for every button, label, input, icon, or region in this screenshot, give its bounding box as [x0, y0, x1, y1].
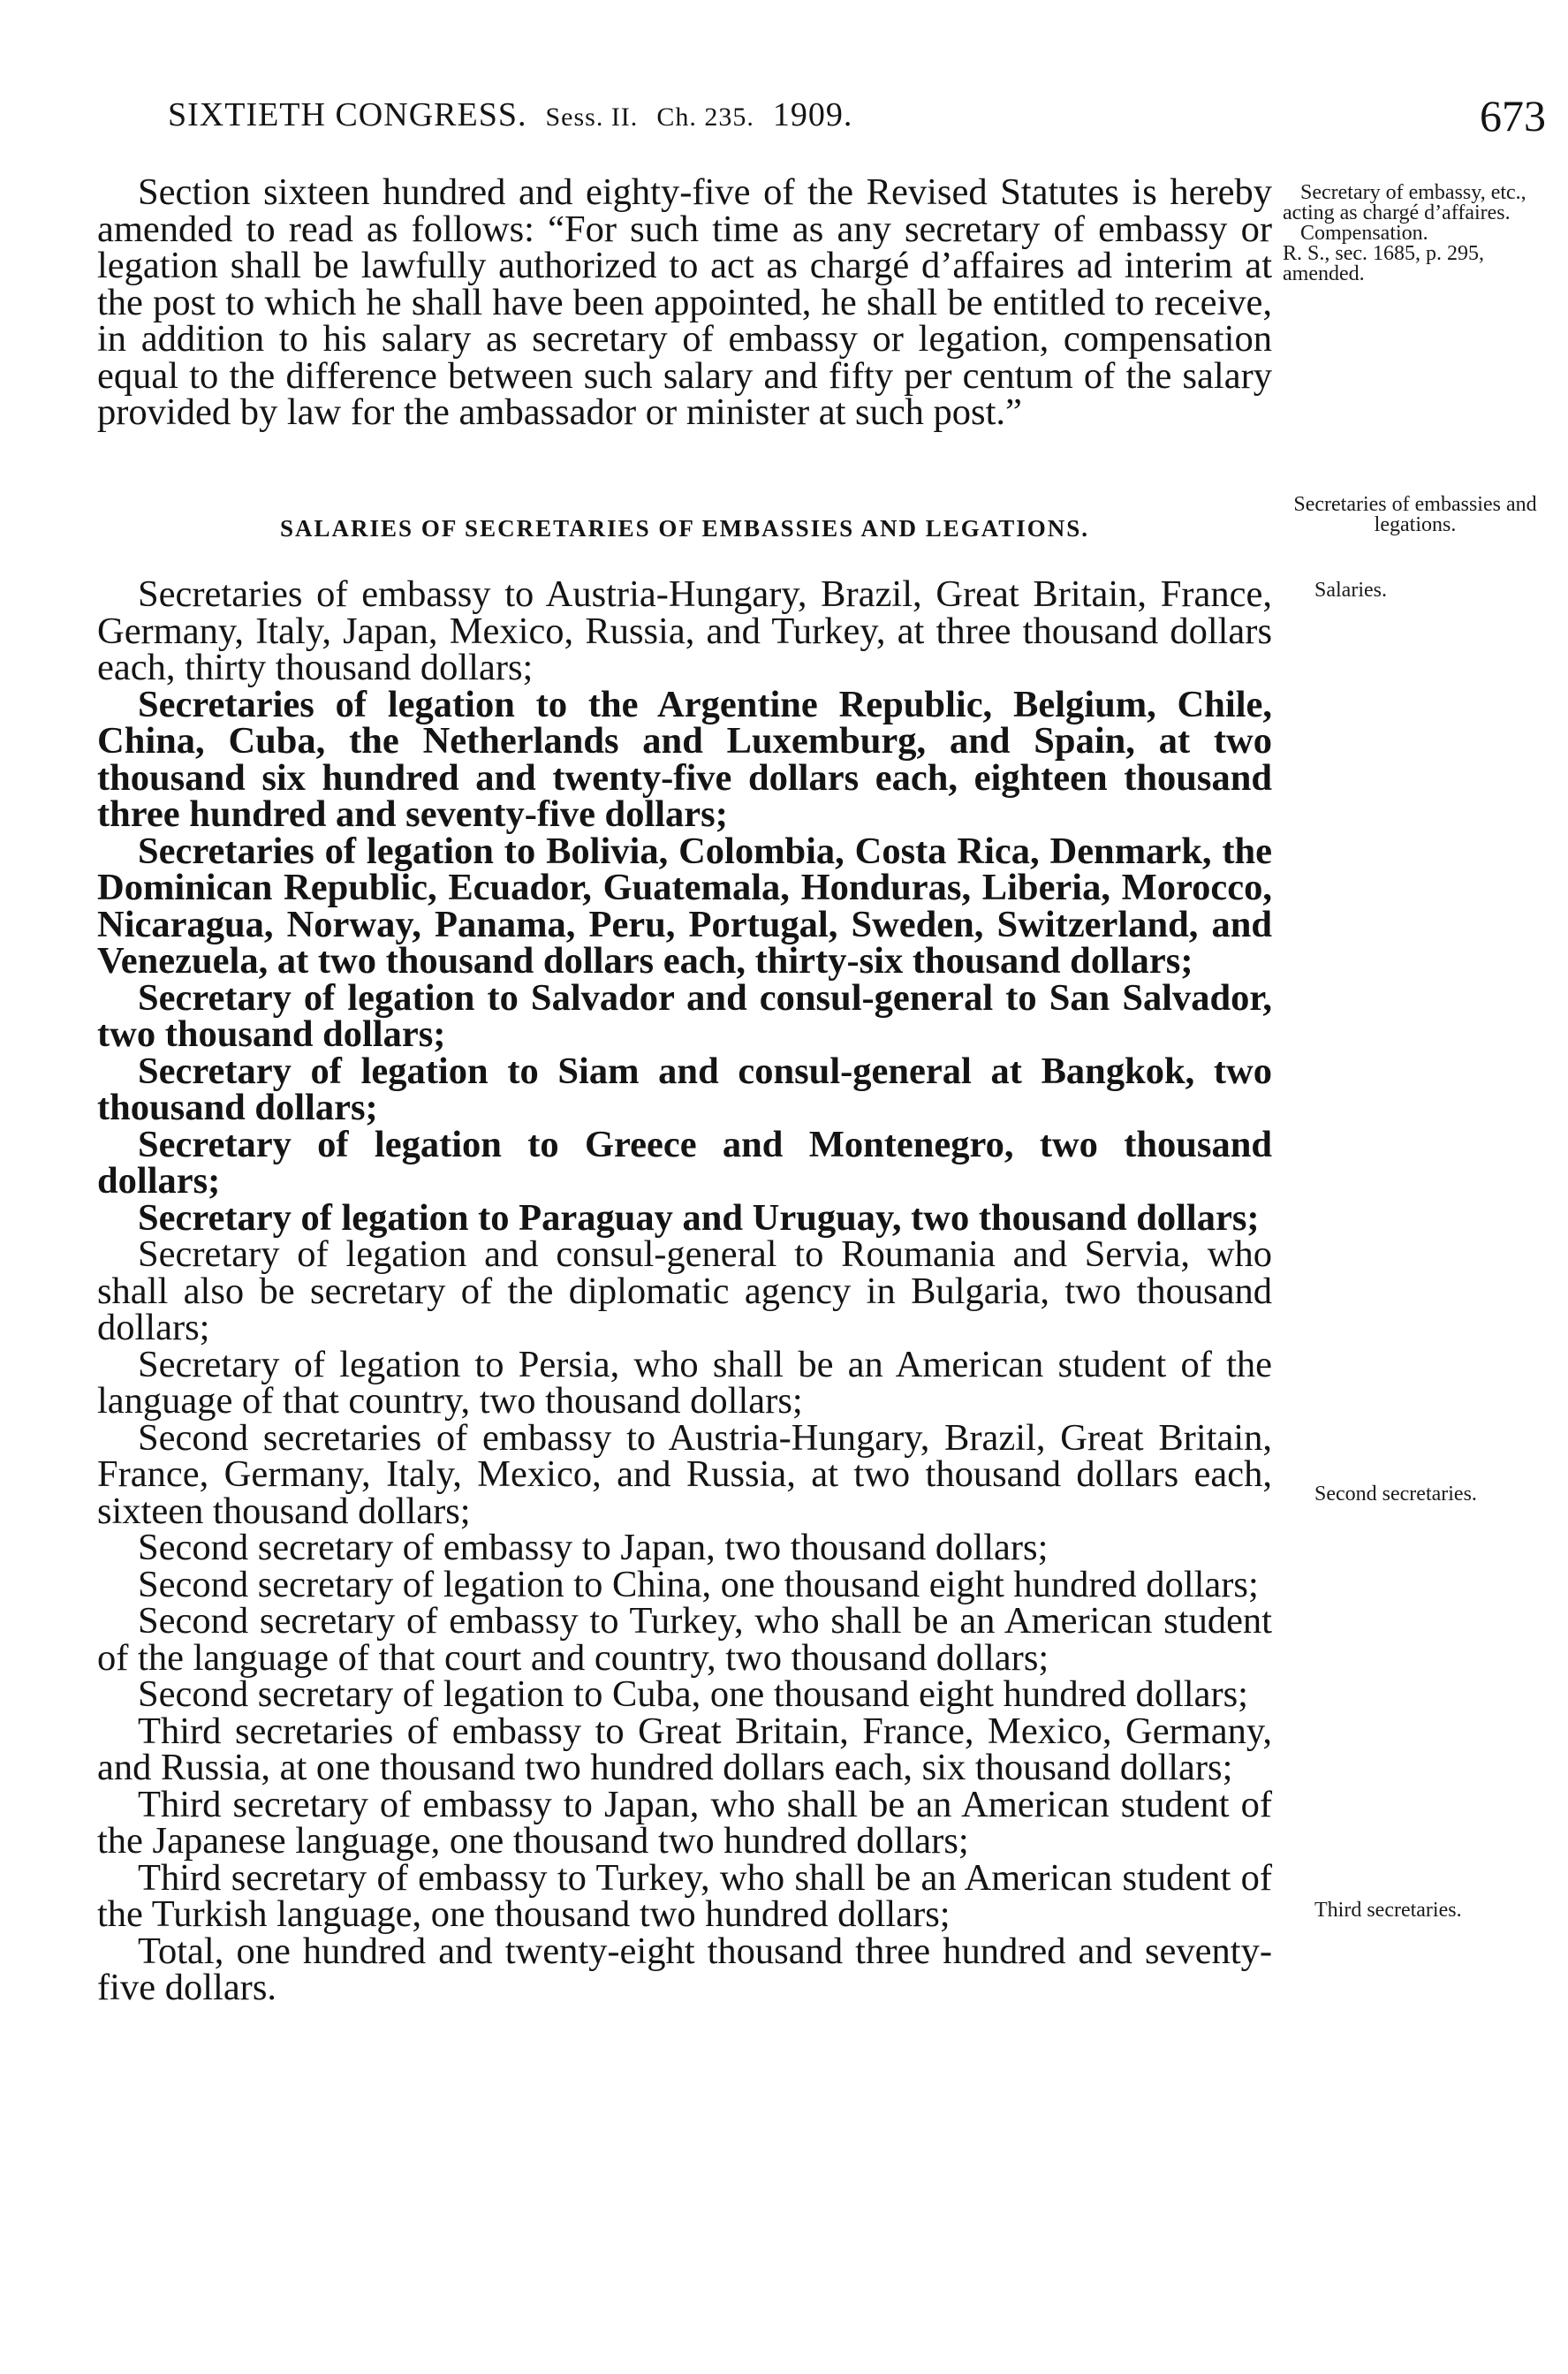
header-congress: SIXTIETH CONGRESS.: [168, 96, 527, 133]
list-item: Second secretary of embassy to Japan, two thousand dollars;: [138, 1527, 1049, 1568]
page-number: 673: [1480, 91, 1546, 140]
list-item: Secretaries of embassy to Austria-Hungary, Brazil, Great Britain, France, Germany, Italy, Japan, Mexico, Russia, and Turkey, at three thousand dollars each, thirty thousand dollars;: [97, 573, 1272, 688]
list-item: Third secretary of embassy to Turkey, who shall be an American student of the Turkish language, one thousand two hundred dollars;: [97, 1856, 1272, 1935]
margin-note-second-secretaries: Second secretaries.: [1314, 1483, 1477, 1506]
list-item: Third secretaries of embassy to Great Britain, France, Mexico, Germany, and Russia, at one thousand two hundred dollars each, six thousand dollars;: [97, 1710, 1272, 1788]
opening-paragraph: Section sixteen hundred and eighty-five of the Revised Statutes is hereby amended to read as follows: “For such time as any secretary of embassy or legation shall be lawfully authorized to act as chargé d’affaires ad interim at the post to which he shall have been appointed, he shall be entitled to receive, in addition to his salary as secretary of embassy or legation, compensation equal to the difference between such salary and fifty per centum of the salary provided by law for the ambassador or minister at such post.”: [97, 171, 1272, 433]
list-item: Third secretary of embassy to Japan, who shall be an American student of the Japanese language, one thousand two hundred dollars;: [97, 1783, 1272, 1862]
margin-note-secretaries: Secretaries of embassies and legations.: [1293, 493, 1537, 536]
margin-note-text: Secretary of embassy, etc., acting as chargé d’affaires.: [1283, 181, 1526, 224]
running-header: [168, 90, 1546, 143]
list-item: Secretary of legation to Persia, who shall be an American student of the language of that country, two thousand dollars;: [97, 1343, 1272, 1422]
list-item: Secretary of legation and consul-general to Roumania and Servia, who shall also be secretary of the diplomatic agency in Bulgaria, two thousand dollars;: [97, 1233, 1272, 1348]
list-item: Secretary of legation to Siam and consul-general at Bangkok, two thousand dollars;: [97, 1050, 1272, 1128]
margin-note-acting-charge: [1283, 183, 1552, 284]
list-item: Total, one hundred and twenty-eight thousand three hundred and seventy-five dollars.: [97, 1930, 1272, 2008]
margin-note-salaries: Salaries.: [1314, 579, 1387, 602]
header-citation: [168, 95, 852, 134]
header-session: Sess. II.: [545, 102, 639, 132]
appropriation-list: [97, 573, 1272, 2008]
header-chapter: Ch. 235.: [656, 102, 754, 132]
list-item: Secretaries of legation to the Argentine Republic, Belgium, Chile, China, Cuba, the Netherlands and Luxemburg, and Spain, at two thousand six hundred and twenty-five dollars each, eighteen thousand three hundred and seventy-five dollars;: [97, 683, 1272, 835]
header-year: 1909.: [772, 96, 853, 133]
list-item: Secretary of legation to Salvador and consul-general to San Salvador, two thousand dollars;: [97, 976, 1272, 1055]
list-item: Secretaries of legation to Bolivia, Colombia, Costa Rica, Denmark, the Dominican Republic, Ecuador, Guatemala, Honduras, Liberia, Morocco, Nicaragua, Norway, Panama, Peru, Portugal, Sweden, Switzerland, and Venezuela, at two thousand dollars each, thirty-six thousand dollars;: [97, 830, 1272, 982]
section-heading: SALARIES OF SECRETARIES OF EMBASSIES AND LEGATIONS.: [280, 515, 1089, 542]
list-item: Second secretary of embassy to Turkey, who shall be an American student of the language of that court and country, two thousand dollars;: [97, 1600, 1272, 1679]
list-item: Second secretary of legation to China, one thousand eight hundred dollars;: [138, 1563, 1259, 1605]
margin-note-third-secretaries: Third secretaries.: [1314, 1899, 1462, 1922]
list-item: Secretary of legation to Greece and Montenegro, two thousand dollars;: [97, 1123, 1272, 1202]
list-item: Second secretary of legation to Cuba, one thousand eight hundred dollars;: [138, 1673, 1248, 1715]
margin-note-compensation: Compensation.: [1300, 222, 1428, 245]
list-item: Second secretaries of embassy to Austria-Hungary, Brazil, Great Britain, France, Germany, Italy, Mexico, and Russia, at two thousand dollars each, sixteen thousand dollars;: [97, 1416, 1272, 1532]
margin-note-rs-reference: R. S., sec. 1685, p. 295, amended.: [1283, 242, 1484, 285]
list-item: Secretary of legation to Paraguay and Uruguay, two thousand dollars;: [138, 1196, 1260, 1239]
